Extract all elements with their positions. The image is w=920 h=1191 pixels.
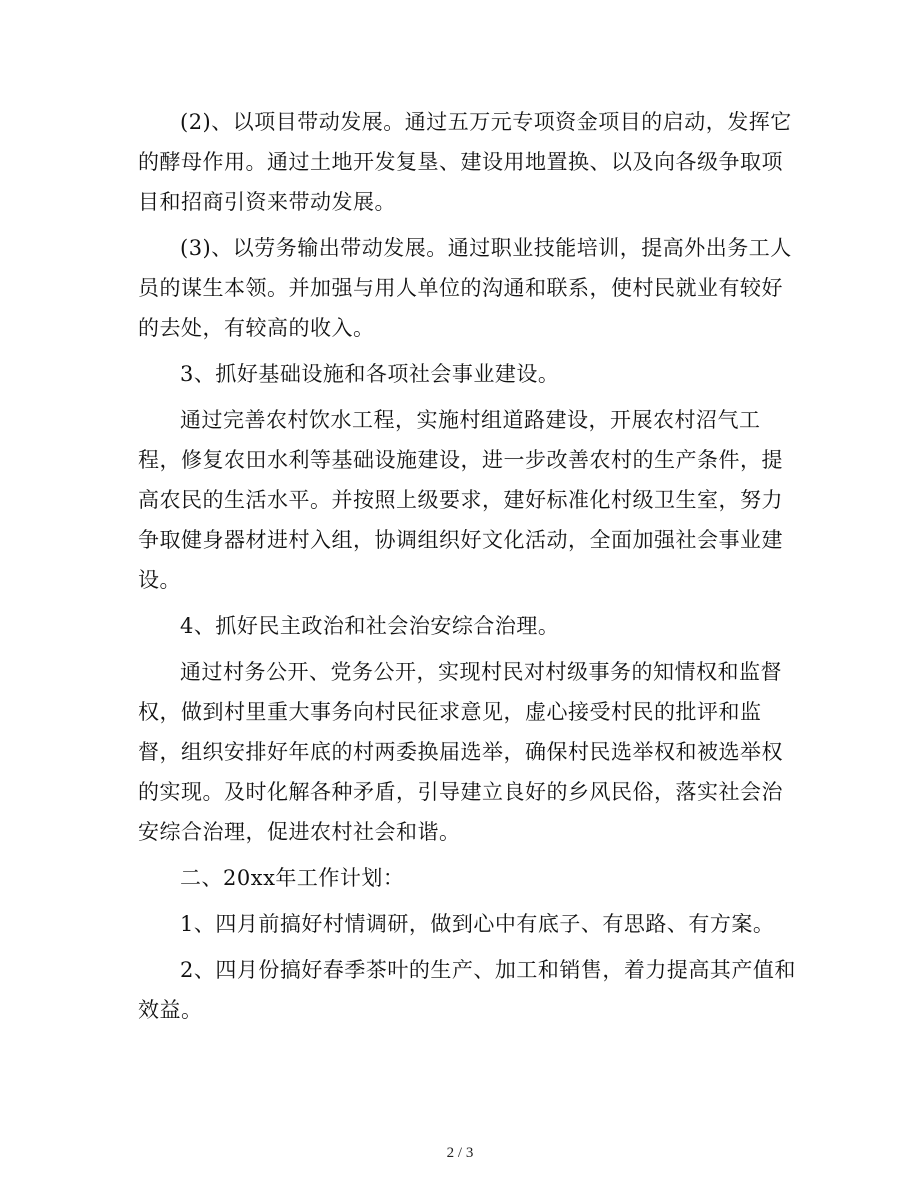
heading-democratic-governance: 4、抓好民主政治和社会治安综合治理。 xyxy=(180,614,560,638)
paragraph-labor-export-development: (3)、以劳务输出带动发展。通过职业技能培训，提高外出务工人员的谋生本领。并加强与用人单位的沟通和联系，使村民就业有较好的去处，有较高的收入。 xyxy=(138,236,792,340)
plan-item-2: 2、四月份搞好春季茶叶的生产、加工和销售，着力提高其产值和效益。 xyxy=(138,958,796,1022)
page-number: 2 / 3 xyxy=(446,1145,474,1161)
heading-infrastructure-construction: 3、抓好基础设施和各项社会事业建设。 xyxy=(180,362,560,386)
paragraph-democratic-governance-details: 通过村务公开、党务公开，实现村民对村级事务的知情权和监督权，做到村里重大事务向村民征求意见，虚心接受村民的批评和监督，组织安排好年底的村两委换届选举，确保村民选举权和被选举权的实现。及时化解各种矛盾，引导建立良好的乡风民俗，落实社会治安综合治理，促进农村社会和谐。 xyxy=(138,660,783,844)
paragraph-project-driven-development: (2)、以项目带动发展。通过五万元专项资金项目的启动，发挥它的酵母作用。通过土地开发复垦、建设用地置换、以及向各级争取项目和招商引资来带动发展。 xyxy=(138,110,792,214)
plan-item-1: 1、四月前搞好村情调研，做到心中有底子、有思路、有方案。 xyxy=(180,912,775,936)
document-body xyxy=(138,102,798,1030)
heading-work-plan: 二、20xx年工作计划： xyxy=(180,866,405,890)
paragraph-infrastructure-details: 通过完善农村饮水工程，实施村组道路建设，开展农村沼气工程，修复农田水利等基础设施建设，进一步改善农村的生产条件，提高农民的生活水平。并按照上级要求，建好标准化村级卫生室，努力争取健身器材进村入组，协调组织好文化活动，全面加强社会事业建设。 xyxy=(138,408,783,592)
